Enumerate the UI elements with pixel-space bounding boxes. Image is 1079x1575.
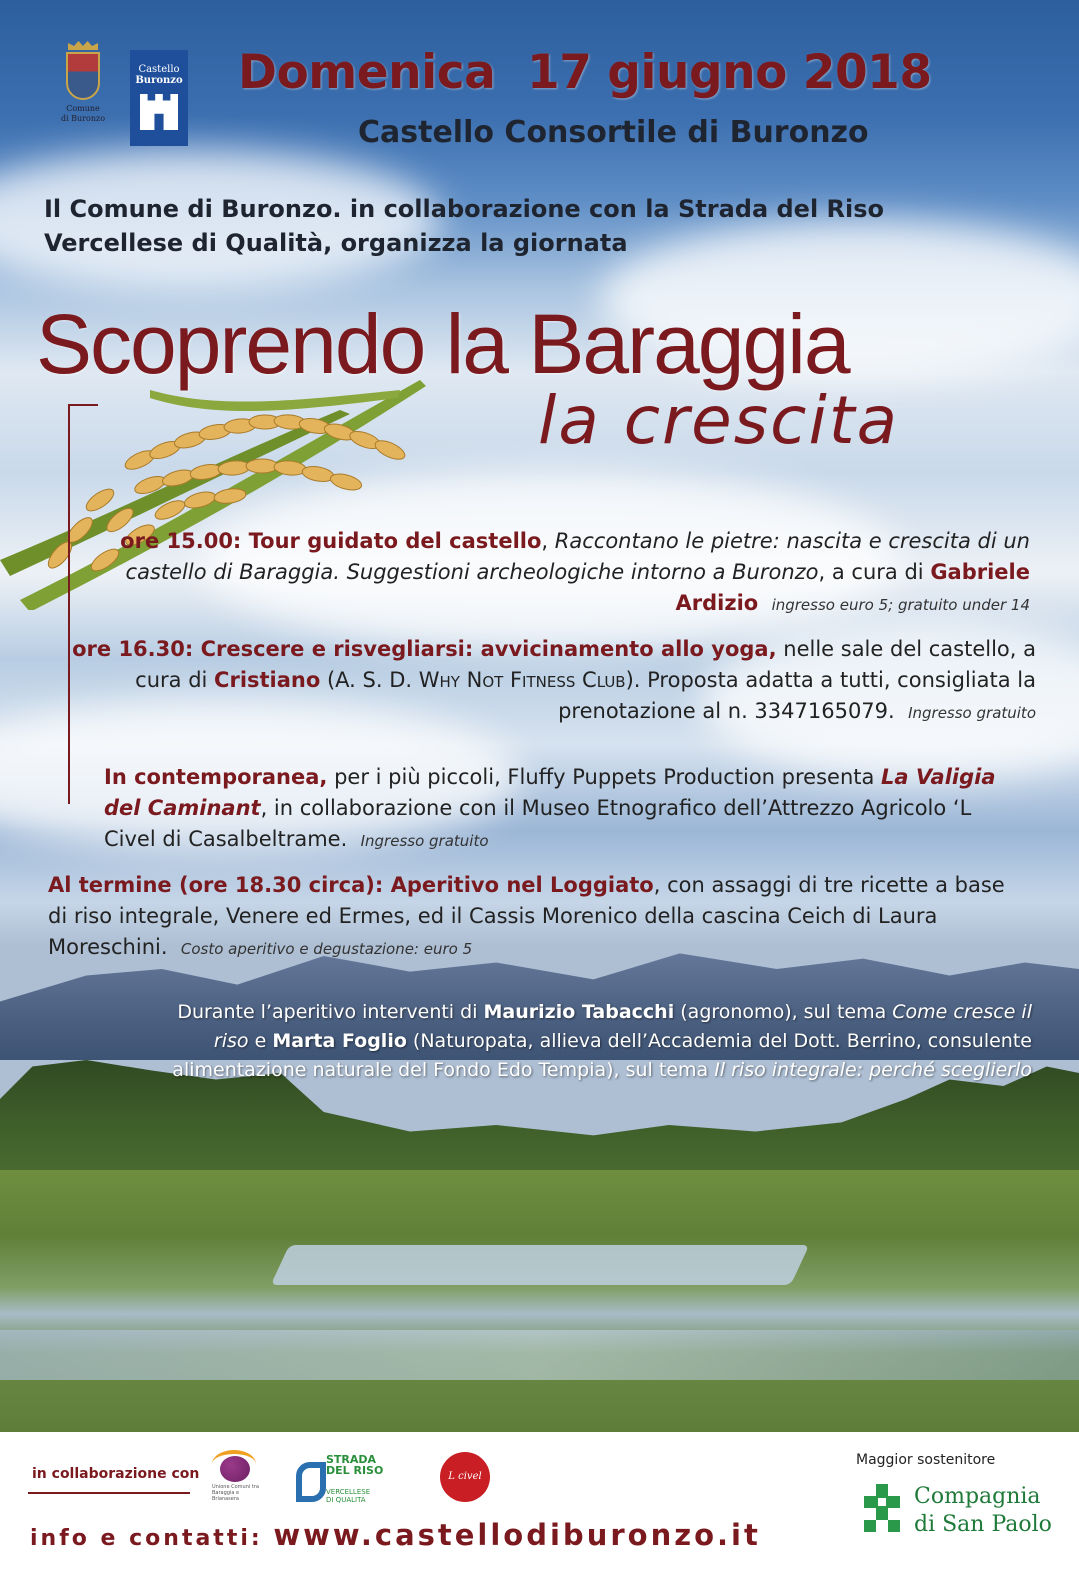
cross-square-icon [876, 1508, 888, 1520]
castello-logo-text: Castello [138, 64, 180, 75]
strada-logo-line: DI QUALITÀ [326, 1496, 366, 1504]
strada-logo-text [326, 1454, 383, 1476]
program-item-yoga [70, 634, 1036, 729]
cross-square-icon [864, 1496, 876, 1508]
item-person: Cristiano [214, 668, 321, 692]
website-link[interactable]: www.castellodiburonzo.it [273, 1518, 761, 1552]
talks-text-part: e [248, 1030, 273, 1052]
program-item-aperitivo [48, 870, 1008, 965]
sponsor-label: Maggior sostenitore [856, 1452, 996, 1468]
unione-comuni-logo [212, 1450, 262, 1510]
rice-fields [0, 1170, 1079, 1432]
compagnia-san-paolo-logo [860, 1480, 1060, 1550]
decorative-vertical-rule [68, 404, 70, 804]
comune-crest-logo [52, 40, 114, 124]
item-lead: Al termine (ore 18.30 circa): Aperitivo nel Loggiato [48, 873, 654, 897]
strada-logo-line: DEL RISO [326, 1464, 384, 1477]
crown-icon [68, 40, 98, 50]
talks-text-part: (Naturopata, allieva dell’Accademia del Dott. Berrino, consulente alimentazione naturale del Fondo Edo Tempia), sul tema [172, 1030, 1032, 1081]
cross-square-icon [876, 1496, 888, 1508]
sponsor-name: Compagnia [914, 1484, 1041, 1509]
item-text: ). Proposta adatta a tutti, consigliata la prenotazione al n. 3347165079. [558, 668, 1036, 723]
program-item-puppets [104, 762, 1024, 857]
talks-text [160, 998, 1032, 1085]
contacts-line [30, 1518, 761, 1552]
main-title: Scoprendo la Baraggia [36, 297, 849, 391]
event-venue: Castello Consortile di Buronzo [358, 115, 869, 150]
decorative-horizontal-rule [68, 404, 98, 406]
civel-museum-logo: L civel [440, 1452, 490, 1502]
item-note: Ingresso gratuito [360, 832, 489, 850]
water-reflection [0, 1330, 1079, 1380]
item-text: , a cura di [818, 560, 931, 584]
intro-text: Il Comune di Buronzo. in collaborazione con la Strada del Riso Vercellese di Qualità, organizza la giornata [44, 195, 885, 257]
item-note: Costo aperitivo e degustazione: euro 5 [180, 940, 473, 958]
strada-logo-line: VERCELLESE [326, 1488, 371, 1496]
cross-square-icon [888, 1496, 900, 1508]
talks-text-part: (agronomo), sul tema [674, 1001, 893, 1023]
item-description: Raccontano le pietre: nascita e crescita di un castello di Baraggia. Suggestioni archeologiche intorno a Buronzo [125, 529, 1030, 584]
item-text: (A. S. D. [320, 668, 419, 692]
item-time-title: ore 16.30: Crescere e risvegliarsi: avvicinamento allo yoga, [72, 637, 777, 661]
water-reflection [271, 1245, 810, 1285]
collaboration-underline [28, 1492, 190, 1494]
item-text: per i più piccoli, Fluffy Puppets Production presenta [327, 765, 882, 789]
coat-of-arms-icon [66, 52, 100, 100]
item-note: Ingresso gratuito [908, 704, 1036, 722]
item-text: nelle sale del castello, a cura di [135, 637, 1036, 692]
collaboration-label: in collaborazione con [32, 1466, 200, 1482]
unione-logo-text: Unione Comuni tra Baraggia e Brianasera [212, 1484, 259, 1502]
sponsor-name: di San Paolo [914, 1512, 1052, 1537]
footer [0, 1432, 1079, 1575]
program-item-tour [90, 526, 1030, 621]
speaker-name: Maurizio Tabacchi [483, 1001, 675, 1023]
strada-logo-subtext [326, 1488, 370, 1504]
s-shape-icon [296, 1462, 326, 1502]
item-lead: In contemporanea, [104, 765, 328, 789]
castle-tower-icon [140, 94, 178, 130]
cross-square-icon [876, 1484, 888, 1496]
item-club-name: Why Not Fitness Club [418, 668, 626, 692]
sub-title: la crescita [538, 382, 900, 459]
item-note: ingresso euro 5; gratuito under 14 [771, 596, 1030, 614]
comune-caption: di Buronzo [60, 114, 106, 123]
item-text: , in collaborazione con il Museo Etnografico dell’Attrezzo Agricolo ‘L Civel di Casalbeltrame. [104, 796, 972, 851]
castello-logo-text: Buronzo [135, 75, 183, 86]
talk-topic: Come cresce il riso [213, 1001, 1032, 1052]
speaker-name: Marta Foglio [272, 1030, 407, 1052]
comune-caption: Comune [66, 104, 100, 113]
item-person: Gabriele Ardizio [675, 560, 1030, 615]
castello-buronzo-logo [130, 50, 188, 146]
item-text: , [541, 529, 555, 553]
strada-del-riso-logo [296, 1452, 390, 1508]
cross-square-icon [864, 1520, 876, 1532]
talk-topic: Il riso integrale: perché sceglierlo [714, 1059, 1032, 1081]
item-show-title: La Valigia del Caminant [104, 765, 996, 820]
contacts-label: info e contatti: [30, 1526, 274, 1551]
talks-text-part: Durante l’aperitivo interventi di [177, 1001, 484, 1023]
event-date: Domenica 17 giugno 2018 [238, 45, 932, 100]
item-text: , con assaggi di tre ricette a base di riso integrale, Venere ed Ermes, ed il Cassis Morenico della cascina Ceich di Laura Moreschini. [48, 873, 1005, 959]
cross-square-icon [888, 1520, 900, 1532]
arc-icon [212, 1450, 256, 1478]
strada-logo-line: STRADA [326, 1453, 377, 1466]
item-time-title: ore 15.00: Tour guidato del castello [120, 529, 542, 553]
